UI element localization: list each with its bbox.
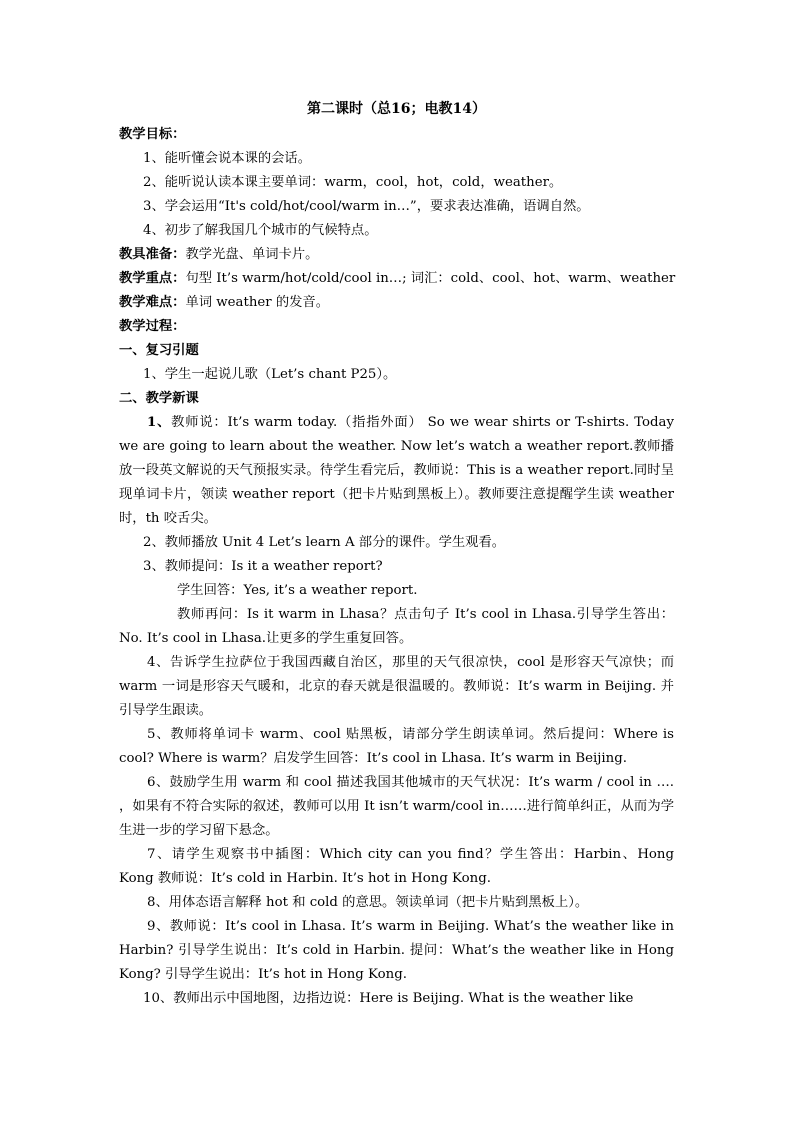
lesson-step-3: 3、教师提问：Is it a weather report?	[143, 559, 383, 574]
lesson-step-1-text: 教师说：It’s warm today.（指指外面） So we wear shirts or T-shirts. Today we are going to learn about the weather. Now let’s watch a weather report.教师播放一段英文解说的天气预报实录。待学生看完后，教师说：This is a weather report.同时呈现单词卡片，领读 weather report（把卡片贴到黑板上）。教师要注意提醒学生读 weather 时，th 咬舌尖。	[119, 415, 674, 526]
lesson-step-4: 4、告诉学生拉萨位于我国西藏自治区，那里的天气很凉快，cool 是形容天气凉快；而 warm 一词是形容天气暖和，北京的春天就是很温暖的。教师说：It’s warm in Beijing. 并引导学生跟读。	[119, 655, 674, 718]
objective-item: 2、能听说认读本课主要单词：warm，cool，hot，cold，weather。	[143, 175, 563, 190]
new-lesson-heading: 二、教学新课	[119, 391, 199, 406]
difficulty-text: 单词 weather 的发音。	[185, 295, 330, 310]
lesson-step-8: 8、用体态语言解释 hot 和 cold 的意思。领读单词（把卡片贴到黑板上）。	[147, 895, 589, 910]
lesson-step-2: 2、教师播放 Unit 4 Let’s learn A 部分的课件。学生观看。	[143, 535, 506, 550]
difficulty-line	[119, 291, 674, 315]
lesson-step-1-number: 1、	[147, 415, 172, 430]
lesson-step-1	[119, 411, 674, 531]
lesson-step-9: 9、教师说：It’s cool in Lhasa. It’s warm in Beijing. What’s the weather like in Harbin? 引导学生说出：It’s cold in Harbin. 提问：What’s the weather like in Hong Kong? 引导学生说出：It’s hot in Hong Kong.	[119, 919, 674, 982]
tools-text: 教学光盘、单词卡片。	[185, 247, 319, 262]
key-points-text: 句型 It’s warm/hot/cold/cool in…; 词汇：cold、cool、hot、warm、weather	[185, 271, 676, 286]
lesson-step-7: 7、请学生观察书中插图：Which city can you find？学生答出：Harbin、Hong Kong 教师说：It’s cold in Harbin. It’s hot in Hong Kong.	[119, 847, 674, 886]
lesson-step-10: 10、教师出示中国地图，边指边说：Here is Beijing. What is the weather like	[143, 991, 634, 1006]
lesson-step-6: 6、鼓励学生用 warm 和 cool 描述我国其他城市的天气状况：It’s warm / cool in …. ，如果有不符合实际的叙述，教师可以用 It isn’t warm/cool in……进行简单纠正，从而为学生进一步的学习留下悬念。	[119, 775, 674, 838]
page-title: 第二课时（总16；电教14）	[307, 101, 486, 117]
document-page	[119, 97, 674, 1011]
key-points-label: 教学重点：	[119, 271, 186, 286]
lesson-step-5: 5、教师将单词卡 warm、cool 贴黑板，请部分学生朗读单词。然后提问：Where is cool? Where is warm？启发学生回答：It’s cool in Lhasa. It’s warm in Beijing.	[119, 727, 674, 766]
lesson-step-3-answer: 学生回答：Yes, it’s a weather report.	[177, 583, 418, 598]
tools-label: 教具准备：	[119, 247, 186, 262]
objective-item: 4、初步了解我国几个城市的气候特点。	[143, 223, 378, 238]
objective-item: 1、能听懂会说本课的会话。	[143, 151, 312, 166]
lesson-step-3-followup: 教师再问：Is it warm in Lhasa？点击句子 It’s cool in Lhasa.引导学生答出：No. It’s cool in Lhasa.让更多的学生重复回答。	[119, 607, 674, 646]
tools-line	[119, 243, 674, 267]
key-points-line	[119, 267, 674, 291]
objective-item: 3、学会运用“It's cold/hot/cool/warm in…”，要求表达准确，语调自然。	[143, 199, 590, 214]
process-heading: 教学过程：	[119, 319, 186, 334]
review-heading: 一、复习引题	[119, 343, 199, 358]
review-item: 1、学生一起说儿歌（Let’s chant P25）。	[143, 367, 397, 382]
difficulty-label: 教学难点：	[119, 295, 186, 310]
objectives-heading: 教学目标：	[119, 127, 186, 142]
